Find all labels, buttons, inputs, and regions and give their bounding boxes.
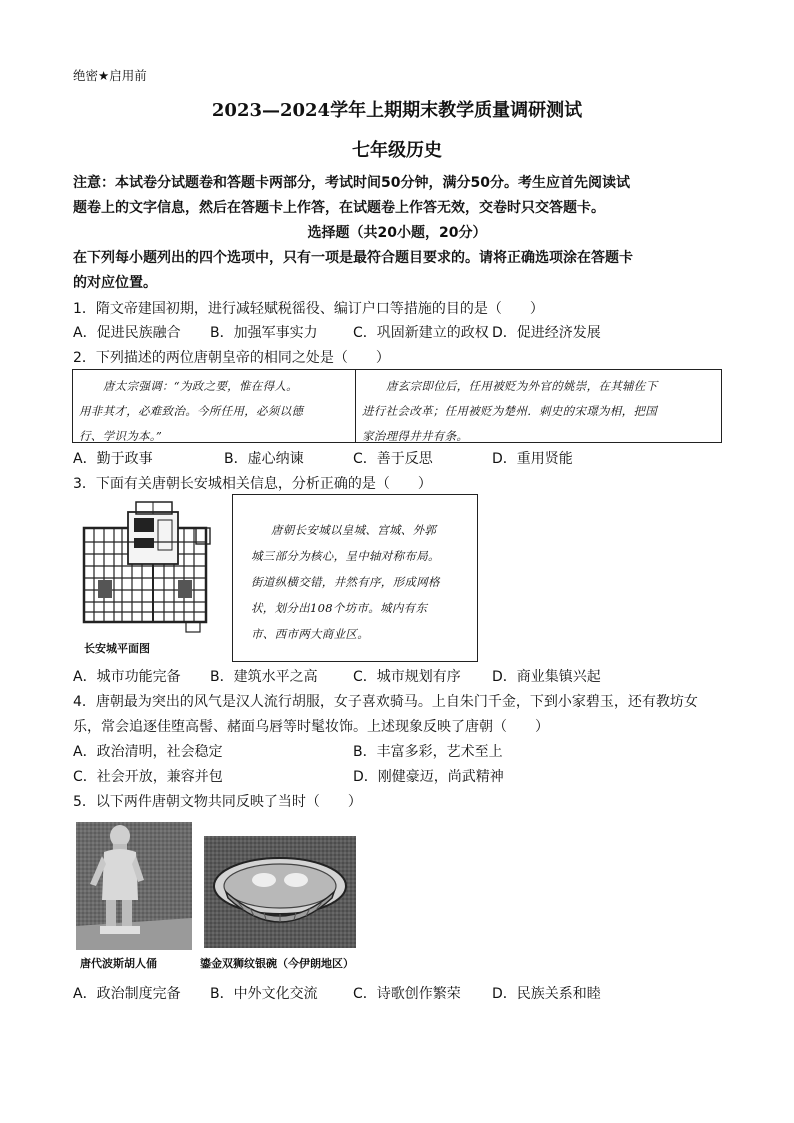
question-5-option-a[interactable]: A．政治制度完备 [73, 986, 181, 1002]
question-4-option-a[interactable]: A．政治清明，社会稳定 [73, 744, 223, 760]
bowl-caption: 鎏金双狮纹银碗（今伊朗地区） [200, 957, 354, 970]
question-2-option-a[interactable]: A．勤于政事 [73, 451, 153, 467]
question-4-stem-line-1: 4．唐朝最为突出的风气是汉人流行胡服，女子喜欢骑马。上自朱门千金，下到小家碧玉，还有教坊女 [73, 694, 698, 710]
question-3-option-c[interactable]: C．城市规划有序 [353, 669, 461, 685]
figurine-caption: 唐代波斯胡人俑 [80, 957, 157, 970]
silver-bowl-photo [204, 836, 356, 948]
quote-left-line: 行、学识为本。” [79, 429, 163, 443]
question-1-option-b[interactable]: B．加强军事实力 [210, 325, 318, 341]
section-instruction-2: 的对应位置。 [73, 275, 157, 291]
exam-subject: 七年级历史 [352, 140, 442, 161]
question-2-option-c[interactable]: C．善于反思 [353, 451, 433, 467]
section-instruction-1: 在下列每小题列出的四个选项中，只有一项是最符合题目要求的。请将正确选项涂在答题卡 [73, 250, 633, 266]
question-5-option-b[interactable]: B．中外文化交流 [210, 986, 318, 1002]
notice-line-1: 注意：本试卷分试题卷和答题卡两部分，考试时间50分钟，满分50分。考生应首先阅读试 [73, 175, 630, 191]
map-caption: 长安城平面图 [84, 642, 150, 655]
quote-right-line: 唐玄宗即位后，任用被贬为外官的姚崇，在其辅佐下 [386, 379, 658, 393]
question-5-stem: 5．以下两件唐朝文物共同反映了当时（ ） [73, 794, 362, 810]
question-3-option-b[interactable]: B．建筑水平之高 [210, 669, 318, 685]
changan-city-map [74, 498, 214, 638]
question-4-option-d[interactable]: D．刚健豪迈，尚武精神 [353, 769, 504, 785]
question-3-option-a[interactable]: A．城市功能完备 [73, 669, 181, 685]
question-2-quote-table [72, 369, 722, 443]
question-4-stem-line-2: 乐，常会追逐佳堕高髻、赭面乌唇等时髦妆饰。上述现象反映了唐朝（ ） [73, 719, 549, 735]
info-line: 市、西市两大商业区。 [251, 627, 369, 641]
question-4-option-c[interactable]: C．社会开放，兼容并包 [73, 769, 223, 785]
section-title: 选择题（共20小题，20分） [307, 225, 487, 241]
question-1-option-d[interactable]: D．促进经济发展 [492, 325, 601, 341]
quote-tang-taizong [73, 370, 356, 442]
persian-figurine-photo [76, 822, 192, 950]
question-5-option-c[interactable]: C．诗歌创作繁荣 [353, 986, 461, 1002]
info-line: 唐朝长安城以皇城、宫城、外郭 [271, 523, 437, 537]
quote-right-line: 家治理得井井有条。 [362, 429, 469, 443]
question-1-option-a[interactable]: A．促进民族融合 [73, 325, 181, 341]
info-line: 城三部分为核心，呈中轴对称布局。 [251, 549, 440, 563]
quote-left-line: 唐太宗强调：“为政之要，惟在得人。 [103, 379, 298, 393]
question-2-stem: 2．下列描述的两位唐朝皇帝的相同之处是（ ） [73, 350, 390, 366]
question-3-stem: 3．下面有关唐朝长安城相关信息，分析正确的是（ ） [73, 476, 432, 492]
quote-tang-xuanzong [356, 370, 721, 442]
question-5-option-d[interactable]: D．民族关系和睦 [492, 986, 601, 1002]
exam-title: 2023—2024学年上期期末教学质量调研测试 [211, 100, 583, 121]
question-1-stem: 1．隋文帝建国初期，进行减轻赋税徭役、编订户口等措施的目的是（ ） [73, 301, 544, 317]
info-line: 状，划分出108个坊市。城内有东 [251, 601, 428, 615]
question-4-option-b[interactable]: B．丰富多彩，艺术至上 [353, 744, 503, 760]
secret-mark: 绝密★启用前 [73, 68, 147, 83]
question-2-option-d[interactable]: D．重用贤能 [492, 451, 573, 467]
quote-right-line: 进行社会改革；任用被贬为楚州．刺史的宋璟为相，把国 [362, 404, 657, 418]
question-1-option-c[interactable]: C．巩固新建立的政权 [353, 325, 489, 341]
info-line: 街道纵横交错，井然有序，形成网格 [251, 575, 440, 589]
question-2-option-b[interactable]: B．虚心纳谏 [224, 451, 304, 467]
changan-info-box [232, 494, 478, 662]
notice-line-2: 题卷上的文字信息，然后在答题卡上作答，在试题卷上作答无效，交卷时只交答题卡。 [73, 200, 605, 216]
quote-left-line: 用非其才，必难致治。今所任用，必须以德 [79, 404, 304, 418]
question-3-option-d[interactable]: D．商业集镇兴起 [492, 669, 601, 685]
